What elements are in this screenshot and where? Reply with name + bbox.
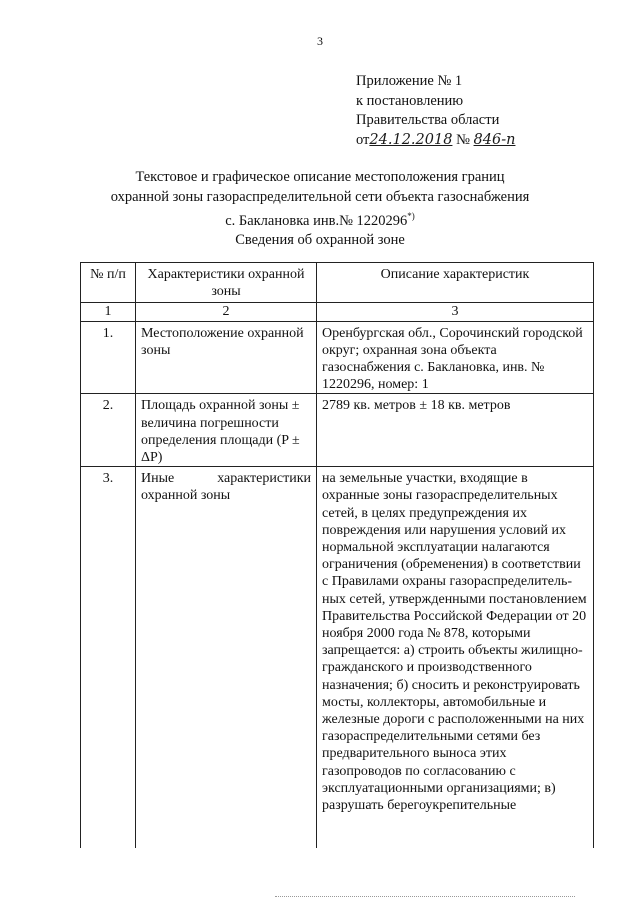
row-number: 1. xyxy=(81,321,136,394)
appendix-authority: Правительства области xyxy=(356,112,500,128)
column-number-row xyxy=(81,303,594,321)
page-number: 3 xyxy=(317,34,323,48)
col-number-2: 2 xyxy=(136,303,317,321)
col-number-1: 1 xyxy=(81,303,136,321)
row-description: 2789 кв. метров ± 18 кв. метров xyxy=(317,394,594,467)
title-line-3: с. Баклановка инв.№ 1220296*) xyxy=(225,211,415,229)
header-characteristic: Характеристики охранной зоны xyxy=(136,263,317,303)
handwritten-date: 24.12.2018 xyxy=(369,131,453,148)
row-characteristic: Площадь охранной зоны ± величина погрешности определения площади (P ± ΔP) xyxy=(136,394,317,467)
header-number: № п/п xyxy=(81,263,136,303)
col-number-3: 3 xyxy=(317,303,594,321)
row-description: на земельные участки, входящие в охранные зоны газораспределительных сетей, в целях предупреждения их повреждения или нарушения условий их нормальной эксплуатации налагаются ограничения (обременения) в соответствии с Правилами охраны газораспределитель-ных сетей, утвержденными постановлением Правительства Российской Федерации от 20 ноября 2000 года № 878, которыми запрещается: а) строить объекты жилищно-гражданского и производственного назначения; б) сносить и реконструировать мосты, коллекторы, автомобильные и железные дороги с расположенными на них газораспределительными сетями без предварительного выноса этих газопроводов по согласованию с эксплуатационными организациями; в) разрушать берегоукрепительные xyxy=(317,467,594,849)
table-header-row xyxy=(81,263,594,303)
row-characteristic xyxy=(136,467,317,849)
row-characteristic: Местоположение охранной зоны xyxy=(136,321,317,394)
number-prefix: № xyxy=(456,131,470,148)
row-number: 2. xyxy=(81,394,136,467)
date-prefix: от xyxy=(356,131,370,148)
document-title xyxy=(0,168,640,231)
title-line-1: Текстовое и графическое описание местоположения границ xyxy=(135,169,505,185)
appendix-ref: к постановлению xyxy=(356,92,464,109)
zone-info-table xyxy=(80,262,594,848)
section-subtitle: Сведения об охранной зоне xyxy=(235,232,405,248)
appendix-title: Приложение № 1 xyxy=(356,73,463,89)
appendix-date-line xyxy=(356,131,515,151)
header-description: Описание характеристик xyxy=(317,263,594,303)
scan-artifact xyxy=(275,896,575,899)
handwritten-number: 846-п xyxy=(473,131,516,148)
table-row xyxy=(81,321,594,394)
title-line-2: охранной зоны газораспределительной сети объекта газоснабжения xyxy=(110,188,530,205)
table-row xyxy=(81,394,594,467)
table-row xyxy=(81,467,594,849)
appendix-block xyxy=(356,72,515,150)
row-description: Оренбургская обл., Сорочинский городской округ; охранная зона объекта газоснабжения с. Баклановка, инв. № 1220296, номер: 1 xyxy=(317,321,594,394)
characteristic-line: Иные характеристики xyxy=(141,471,311,487)
row-number: 3. xyxy=(81,467,136,849)
characteristic-line: охранной зоны xyxy=(141,488,231,504)
footnote-mark: *) xyxy=(407,211,415,221)
